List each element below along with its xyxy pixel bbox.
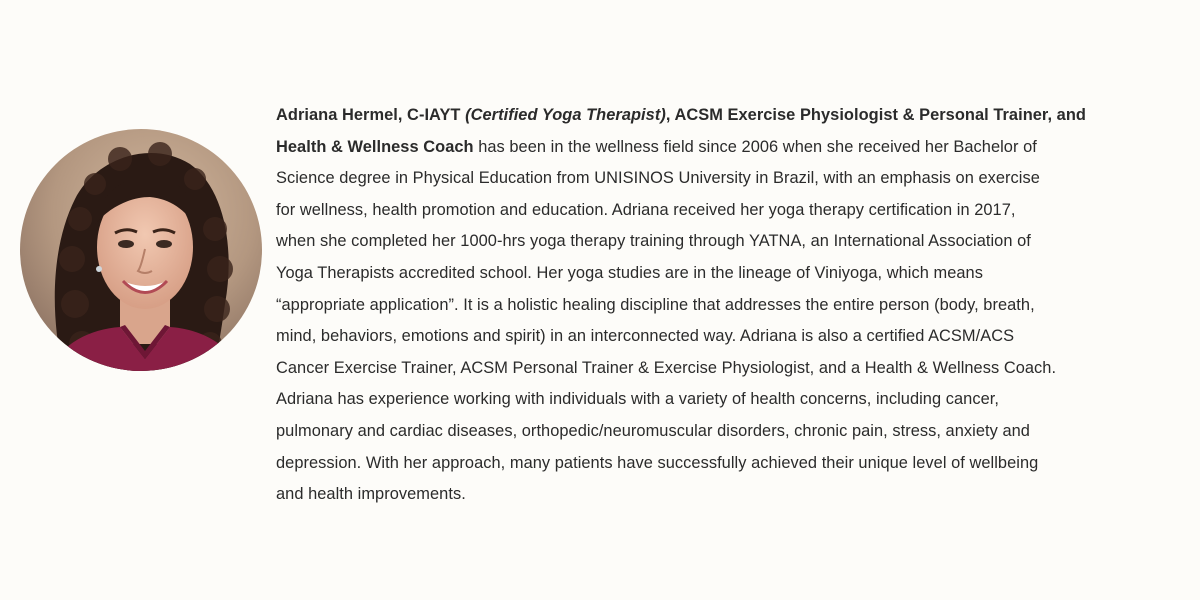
bio-line: [276, 100, 1176, 132]
bio-credentials: , ACSM Exercise Physiologist & Personal Trainer, and: [665, 106, 1086, 124]
bio-certification-note: (Certified Yoga Therapist): [465, 106, 666, 124]
bio-paragraph: [276, 100, 1176, 511]
bio-line: “appropriate application”. It is a holistic healing discipline that addresses the entire person (body, breath,: [276, 295, 1035, 314]
bio-line: for wellness, health promotion and education. Adriana received her yoga therapy certification in 2017,: [276, 200, 1016, 219]
bio-line: [276, 132, 1176, 164]
bio-line: when she completed her 1000-hrs yoga therapy training through YATNA, an International Association of: [276, 232, 1031, 251]
bio-line: depression. With her approach, many patients have successfully achieved their unique level of wellbeing: [276, 453, 1039, 472]
bio-name-title: Adriana Hermel, C-IAYT: [276, 106, 466, 124]
bio-line: mind, behaviors, emotions and spirit) in an interconnected way. Adriana is also a certified ACSM/ACS: [276, 327, 1015, 346]
bio-credentials-coach: Health & Wellness Coach: [276, 137, 474, 156]
bio-line: and health improvements.: [276, 485, 466, 504]
bio-line: Yoga Therapists accredited school. Her yoga studies are in the lineage of Viniyoga, which means: [276, 263, 983, 282]
bio-text: has been in the wellness field since 2006 when she received her Bachelor of: [473, 137, 1037, 156]
bio-line: Science degree in Physical Education from UNISINOS University in Brazil, with an emphasis on exercise: [276, 169, 1040, 188]
bio-line: Cancer Exercise Trainer, ACSM Personal Trainer & Exercise Physiologist, and a Health & Wellness Coach.: [276, 358, 1057, 377]
bio-line: pulmonary and cardiac diseases, orthopedic/neuromuscular disorders, chronic pain, stress, anxiety and: [276, 421, 1030, 440]
bio-line: Adriana has experience working with individuals with a variety of health concerns, including cancer,: [276, 390, 999, 409]
portrait-photo: [20, 129, 262, 371]
